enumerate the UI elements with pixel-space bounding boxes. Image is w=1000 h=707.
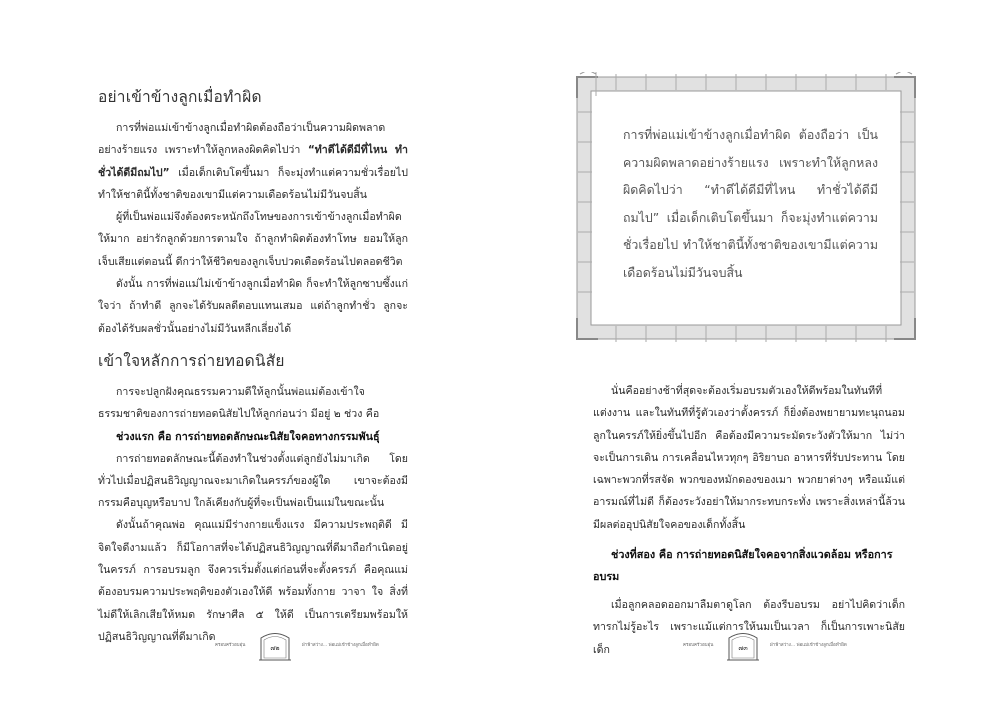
paragraph-1-text-a: การที่พ่อแม่เข้าข้างลูกเมื่อทำผิดต้องถือว่าเป็นความผิดพลาดอย่างร้ายแรง เพราะทำให้ลูกหลงผิดคิดไปว่า <box>98 122 386 157</box>
left-footer <box>215 628 415 662</box>
left-column <box>98 80 408 648</box>
right-paragraph-2: เมื่อลูกคลอดออกมาลืมตาดูโลก ต้องรีบอบรม อย่าไปคิดว่าเด็กทารกไม่รู้อะไร เพราะแม้แต่การให้นมเป็นเวลา ก็เป็นการเพาะนิสัยเด็ก <box>593 599 905 656</box>
paragraph-1-bold-quote: “ทำดีได้ดีมีที่ไหน ทำชั่วได้ดีมีถมไป” <box>98 144 408 179</box>
paragraph-5: การถ่ายทอดลักษณะนี้ต้องทำในช่วงตั้งแต่ลูกยังไม่มาเกิด โดยทั่วไปเมื่อปฏิสนธิวิญญาณจะมาเกิดในครรภ์ของผู้ใด เขาจะต้องมีกรรมคือบุญหรือบาป ใกล้เคียงกับผู้ที่จะเป็นพ่อเป็นแม่ในขณะนั้น <box>98 452 408 510</box>
section-heading-understand-inheritance: เข้าใจหลักการถ่ายทอดนิสัย <box>98 351 285 370</box>
paragraph-1 <box>98 117 408 206</box>
page-number: ๗๒ <box>270 644 280 652</box>
section-heading-dont-side-with-child: อย่าเข้าข้างลูกเมื่อทำผิด <box>98 88 262 106</box>
paragraph-2: ผู้ที่เป็นพ่อแม่จึงต้องตระหนักถึงโทษของการเข้าข้างลูกเมื่อทำผิดให้มาก อย่ารักลูกด้วยการตามใจ ถ้าลูกทำผิดต้องทำโทษ ยอมให้ลูกเจ็บเสียแต่ตอนนี้ ดีกว่าให้ชีวิตของลูกเจ็บปวดเดือดร้อนไปตลอดชีวิต <box>98 211 408 268</box>
paragraph-3: ดังนั้น การที่พ่อแม่ไม่เข้าข้างลูกเมื่อทำผิด ก็จะทำให้ลูกซาบซึ้งแก่ใจว่า ถ้าทำดี ลูกจะได้รับผลดีตอบแทนเสมอ แต่ถ้าลูกทำชั่ว ลูกจะต้องได้รับผลชั่วนั้นอย่างไม่มีวันหลีกเลี่ยงได้ <box>98 278 408 335</box>
footer-book-title: ครอบครัวอบอุ่น <box>683 643 714 648</box>
paragraph-1-text-b: เมื่อเด็กเติบโตขึ้นมา ก็จะมุ่งทำแต่ความชั่วเรื่อยไป ทำให้ชาตินี้ทั้งชาติของเขามีแต่ความเดือดร้อนไม่มีวันจบสิ้น <box>98 166 408 201</box>
page-number-badge <box>257 628 293 662</box>
right-column <box>593 380 905 661</box>
page-number-badge <box>725 628 761 662</box>
subheading-second-period: ช่วงที่สอง คือ การถ่ายทอดนิสัยใจคอจากสิ่งแวดล้อม หรือการอบรม <box>593 548 893 584</box>
subheading-first-period: ช่วงแรก คือ การถ่ายทอดลักษณะนิสัยใจคอทางกรรมพันธุ์ <box>116 429 380 443</box>
paragraph-4: การจะปลูกฝังคุณธรรมความดีให้ลูกนั้นพ่อแม่ต้องเข้าใจธรรมชาติของการถ่ายทอดนิสัยไปให้ลูกก่อนว่า มีอยู่ ๒ ช่วง คือ <box>98 385 380 421</box>
footer-book-title: ครอบครัวอบอุ่น <box>215 643 246 648</box>
footer-chapter-title: ฝ่าฟ้าสว่าง... พ่อแม่เข้าข้างลูกเมื่อทำผิด <box>770 643 847 648</box>
paragraph-6: ดังนั้นถ้าคุณพ่อ คุณแม่มีร่างกายแข็งแรง มีความประพฤติดี มีจิตใจดีงามแล้ว ก็มีโอกาสที่จะได้ปฏิสนธิวิญญาณที่ดีมาถือกำเนิดอยู่ในครรภ์ การอบรมลูก จึงควรเริ่มตั้งแต่ก่อนที่จะตั้งครรภ์ คือคุณแม่ต้องอบรมความประพฤติของตัวเองให้ดี พร้อมทั้งกาย วาจา ใจ สิ่งที่ไม่ดีให้เลิกเสียให้หมด รักษาศีล ๕ ให้ดี เป็นการเตรียมพร้อมให้ปฏิสนธิวิญญาณที่ดีมาเกิด <box>98 519 408 643</box>
right-footer <box>683 628 883 662</box>
footer-chapter-title: ฝ่าฟ้าสว่าง... พ่อแม่เข้าข้างลูกเมื่อทำผิด <box>302 643 379 648</box>
right-paragraph-1: นั่นคืออย่างช้าที่สุดจะต้องเริ่มอบรมตัวเองให้ดีพร้อมในทันทีที่แต่งงาน และในทันทีที่รู้ตัวเองว่าตั้งครรภ์ ก็ยิ่งต้องพยายามทะนุถนอมลูกในครรภ์ให้ยิ่งขึ้นไปอีก คือต้องมีความระมัดระวังตัวให้มาก ไม่ว่าจะเป็นการเดิน การเคลื่อนไหวทุกๆ อิริยาบถ อาหารที่รับประทาน โดยเฉพาะพวกที่รสจัด พวกของหมักดองของเมา พวกยาต่างๆ หรือแม้แต่อารมณ์ที่ไม่ดี ก็ต้องระวังอย่าให้มากระทบกระทั่ง เพราะสิ่งเหล่านี้ล้วนมีผลต่ออุปนิสัยใจคอของเด็กทั้งสิ้น <box>593 385 905 531</box>
framed-quote: การที่พ่อแม่เข้าข้างลูกเมื่อทำผิด ต้องถือว่า เป็นความผิดพลาดอย่างร้ายแรง เพราะทำให้ลูกหลงผิดคิดไปว่า “ทำดีได้ดีมีที่ไหน ทำชั่วได้ดีมีถมไป” เมื่อเด็กเติบโตขึ้นมา ก็จะมุ่งทำแต่ความชั่วเรื่อยไป ทำให้ชาตินี้ทั้งชาติของเขามีแต่ความเดือดร้อนไม่มีวันจบสิ้น <box>623 127 878 280</box>
page-number: ๗๓ <box>738 644 748 652</box>
